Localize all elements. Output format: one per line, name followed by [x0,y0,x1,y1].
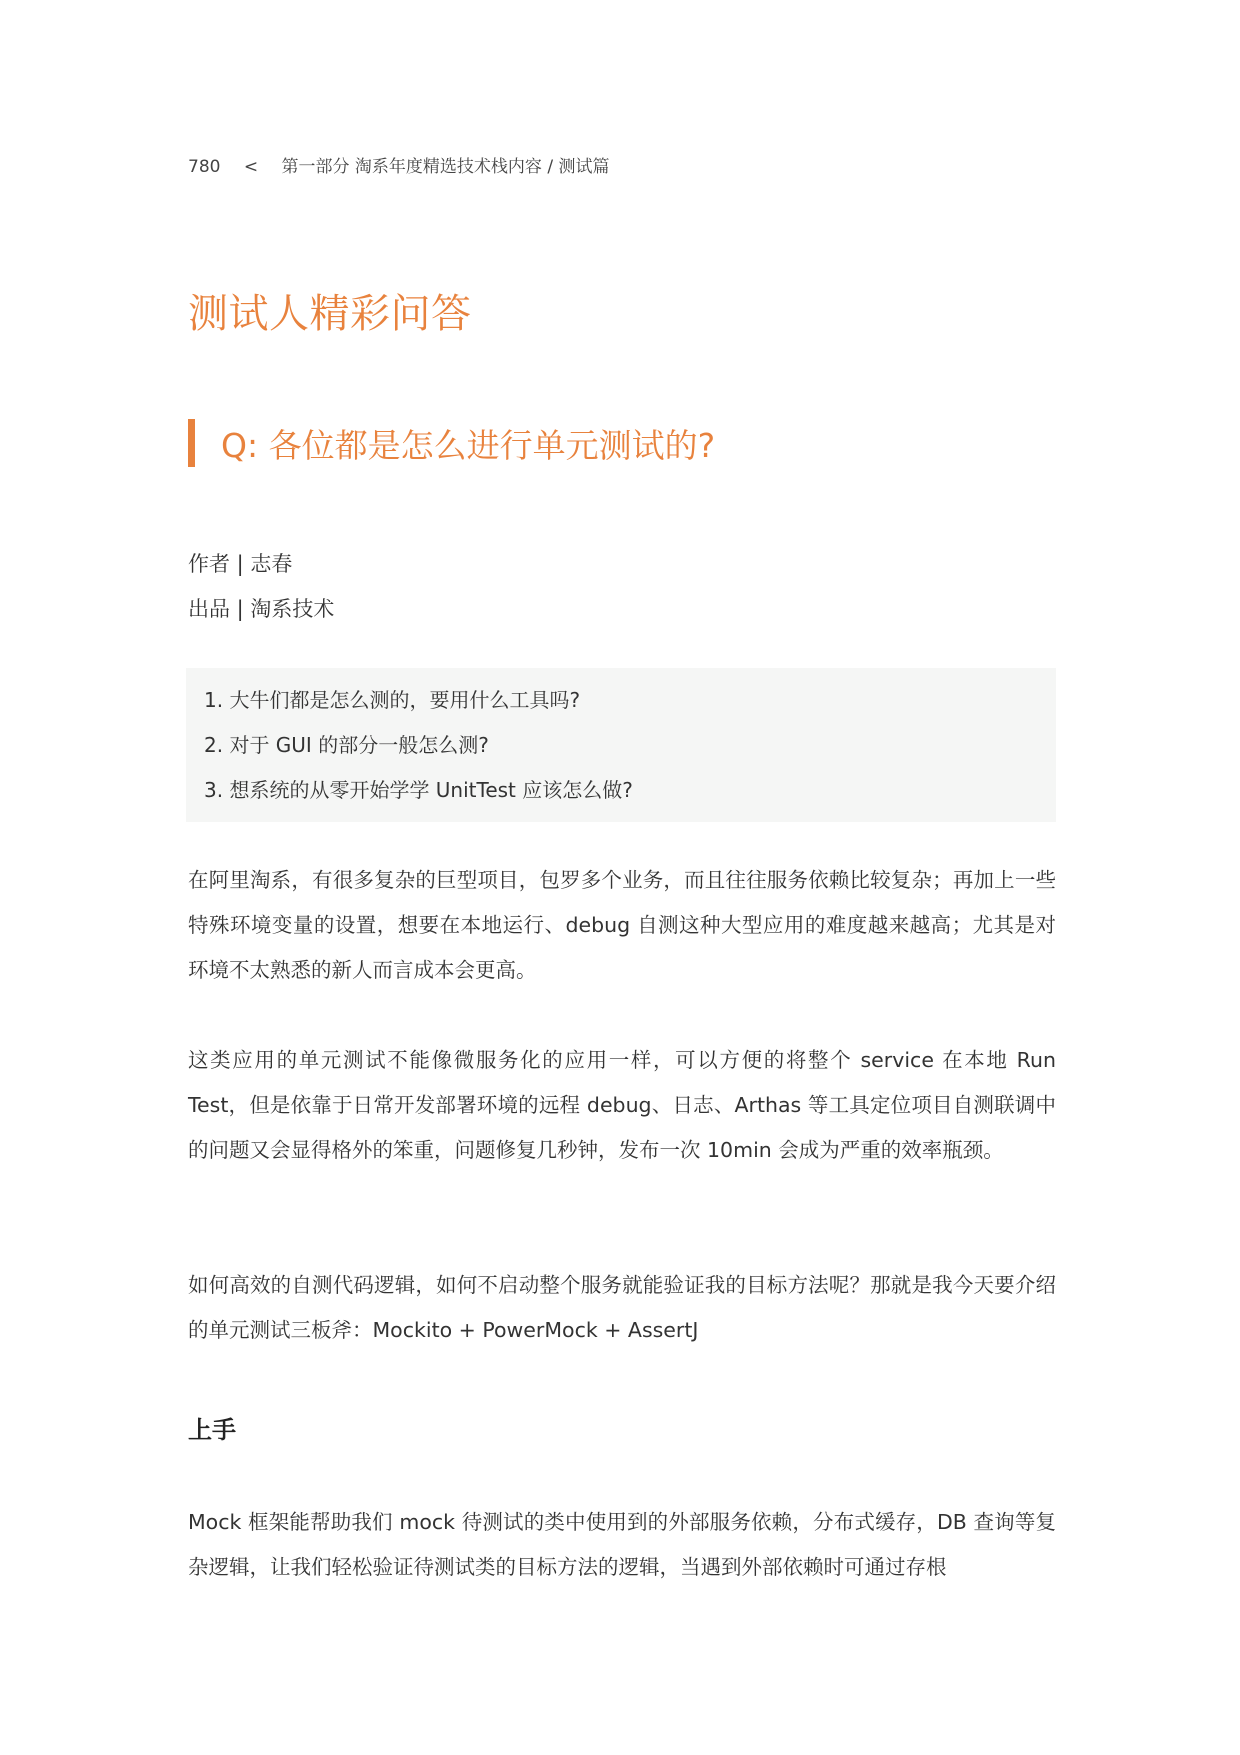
section-heading: 上手 [188,1416,236,1444]
question-heading [188,418,715,468]
question-list [186,668,1056,822]
question-text: Q: 各位都是怎么进行单元测试的? [221,425,716,465]
breadcrumb: 第一部分 淘系年度精选技术栈内容 / 测试篇 [281,157,610,177]
paragraph-problem: 这类应用的单元测试不能像微服务化的应用一样，可以方便的将整个 service 在本地 Run Test，但是依靠于日常开发部署环境的远程 debug、日志、Arthas 等工具定位项目自测联调中的问题又会显得格外的笨重，问题修复几秒钟，发布一次 10min 会成为严重的效率瓶颈。 [188,1048,1056,1162]
list-item: 2. 对于 GUI 的部分一般怎么测? [204,733,489,757]
accent-bar [188,419,195,467]
page-number: 780 [188,157,221,177]
list-item: 3. 想系统的从零开始学学 UnitTest 应该怎么做? [204,778,633,802]
producer-line: 出品 | 淘系技术 [188,597,335,621]
paragraph-solution: 如何高效的自测代码逻辑，如何不启动整个服务就能验证我的目标方法呢？那就是我今天要介绍的单元测试三板斧：Mockito + PowerMock + AssertJ [188,1273,1056,1342]
paragraph-mock: Mock 框架能帮助我们 mock 待测试的类中使用到的外部服务依赖，分布式缓存，DB 查询等复杂逻辑，让我们轻松验证待测试类的目标方法的逻辑，当遇到外部依赖时可通过存根 [188,1510,1056,1579]
page-title: 测试人精彩问答 [188,291,472,337]
author-line: 作者 | 志春 [188,552,293,576]
running-header [188,152,609,177]
breadcrumb-separator: < [243,157,259,177]
paragraph-intro: 在阿里淘系，有很多复杂的巨型项目，包罗多个业务，而且往往服务依赖比较复杂；再加上一些特殊环境变量的设置，想要在本地运行、debug 自测这种大型应用的难度越来越高；尤其是对环境不太熟悉的新人而言成本会更高。 [188,868,1056,982]
list-item: 1. 大牛们都是怎么测的，要用什么工具吗? [204,688,581,712]
